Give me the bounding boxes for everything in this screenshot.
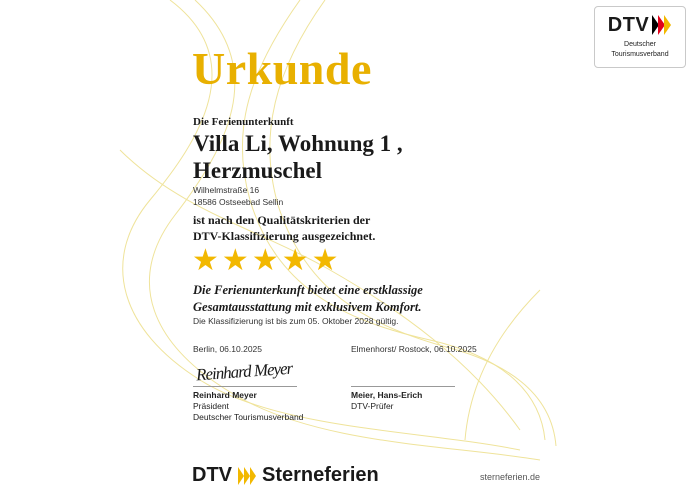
criteria-line-2: DTV-Klassifizierung ausgezeichnet. <box>193 229 376 243</box>
tagline <box>193 282 513 316</box>
signature-line-left <box>193 386 297 387</box>
signature-date-right: Elmenhorst/ Rostock, 06.10.2025 <box>351 344 477 354</box>
validity-note: Die Klassifizierung ist bis zum 05. Oktober 2028 gültig. <box>193 316 399 326</box>
signatory-left-name: Reinhard Meyer <box>193 390 257 400</box>
star-icon: ★ <box>281 244 309 277</box>
signature-line-right <box>351 386 455 387</box>
handwritten-signature: Reinhard Meyer <box>195 358 293 385</box>
signatory-left-role-2: Deutscher Tourismusverband <box>193 412 304 422</box>
address-line-1: Wilhelmstraße 16 <box>193 185 260 195</box>
dtv-logo-subtitle <box>595 40 685 60</box>
dtv-logo-text: DTV <box>607 14 650 36</box>
dtv-logo-row <box>595 13 685 37</box>
object-name: Villa Li, Wohnung 1 , Herzmuschel <box>193 131 403 183</box>
dtv-logo-subtitle-line1: Deutscher <box>624 41 656 48</box>
signatory-left-role-1: Präsident <box>193 401 229 411</box>
address <box>193 184 283 208</box>
page-title: Urkunde <box>192 43 372 94</box>
dtv-chevron-icon <box>652 15 672 35</box>
criteria-line-1: ist nach den Qualitätskriterien der <box>193 213 371 227</box>
footer-chevron-icon <box>238 467 256 485</box>
dtv-logo-subtitle-line2: Tourismusverband <box>611 51 669 58</box>
intro-label: Die Ferienunterkunft <box>193 116 294 128</box>
star-icon: ★ <box>251 244 279 277</box>
signatory-right <box>351 390 422 412</box>
tagline-line-1: Die Ferienunterkunft bietet eine erstklassige <box>193 283 423 297</box>
footer-brand-word: Sterneferien <box>262 464 379 486</box>
tagline-line-2: Gesamtausstattung mit exklusivem Komfort. <box>193 300 422 314</box>
signature-date-left: Berlin, 06.10.2025 <box>193 344 262 354</box>
signatory-left <box>193 390 303 423</box>
star-rating <box>192 246 339 276</box>
dtv-logo-box <box>594 6 686 68</box>
address-line-2: 18586 Ostseebad Sellin <box>193 197 284 207</box>
criteria-statement <box>193 212 375 244</box>
signatory-right-role-1: DTV-Prüfer <box>351 401 394 411</box>
footer <box>0 458 700 500</box>
footer-brand <box>192 464 379 487</box>
footer-dtv-text: DTV <box>192 464 232 486</box>
star-icon: ★ <box>221 244 249 277</box>
star-icon: ★ <box>311 244 339 277</box>
star-icon: ★ <box>192 244 219 277</box>
signatory-right-name: Meier, Hans-Erich <box>351 390 423 400</box>
footer-url: sterneferien.de <box>479 472 540 482</box>
